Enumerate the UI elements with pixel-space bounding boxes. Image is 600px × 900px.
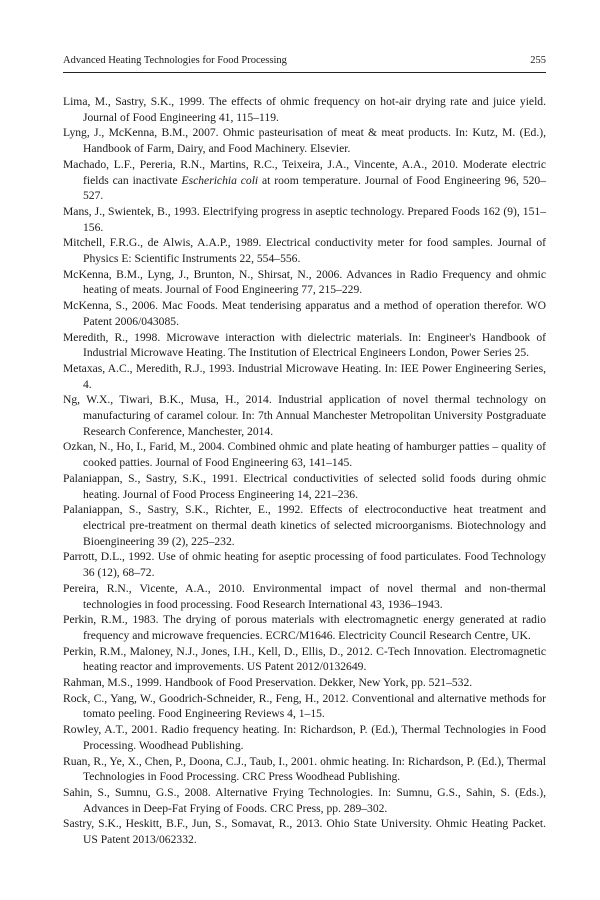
reference-entry (63, 754, 546, 785)
reference-entry (63, 722, 546, 753)
reference-text: Palaniappan, S., Sastry, S.K., 1991. Electrical conductivities of selected solid foods during ohmic heating. Journal of Food Process Engineering 14, 221–236. (63, 471, 546, 501)
reference-entry (63, 439, 546, 470)
reference-entry (63, 502, 546, 549)
reference-entry (63, 549, 546, 580)
reference-entry (63, 125, 546, 156)
reference-text: Ng, W.X., Tiwari, B.K., Musa, H., 2014. Industrial application of novel thermal technology on manufacturing of caramel colour. In: 7th Annual Manchester Metropolitan University Postgraduate Research Conference, Manchester, 2014. (63, 393, 546, 438)
reference-text: McKenna, B.M., Lyng, J., Brunton, N., Shirsat, N., 2006. Advances in Radio Frequency and ohmic heating of meats. Journal of Food Engineering 77, 215–229. (63, 267, 546, 297)
reference-entry (63, 691, 546, 722)
reference-text: Rahman, M.S., 1999. Handbook of Food Preservation. Dekker, New York, pp. 521–532. (63, 676, 473, 690)
header-rule (63, 72, 546, 73)
reference-text: Mans, J., Swientek, B., 1993. Electrifying progress in aseptic technology. Prepared Foods 162 (9), 151–156. (63, 204, 546, 234)
reference-entry (63, 94, 546, 125)
reference-entry (63, 471, 546, 502)
reference-entry (63, 267, 546, 298)
reference-entry (63, 157, 546, 204)
reference-text: Perkin, R.M., Maloney, N.J., Jones, I.H., Kell, D., Ellis, D., 2012. C-Tech Innovation. Electromagnetic heating reactor and improvements. US Patent 2012/0132649. (63, 644, 546, 674)
reference-text: Sastry, S.K., Heskitt, B.F., Jun, S., Somavat, R., 2013. Ohio State University. Ohmic Heating Packet. US Patent 2013/062332. (63, 817, 546, 847)
reference-entry (63, 816, 546, 847)
reference-text: Lima, M., Sastry, S.K., 1999. The effects of ohmic frequency on hot-air drying rate and juice yield. Journal of Food Engineering 41, 115–119. (63, 95, 546, 124)
reference-text: Perkin, R.M., 1983. The drying of porous materials with electromagnetic energy generated at radio frequency and microwave frequencies. ECRC/M1646. Electricity Council Research Centre, UK. (63, 613, 546, 642)
reference-text: Rock, C., Yang, W., Goodrich-Schneider, R., Feng, H., 2012. Conventional and alternative methods for tomato peeling. Food Engineering Reviews 4, 1–15. (63, 691, 546, 721)
reference-text: Ozkan, N., Ho, I., Farid, M., 2004. Combined ohmic and plate heating of hamburger patties – quality of cooked patties. Journal of Food Engineering 63, 141–145. (63, 440, 546, 470)
reference-entry (63, 330, 546, 361)
reference-entry (63, 612, 546, 643)
reference-text: Sahin, S., Sumnu, G.S., 2008. Alternative Frying Technologies. In: Sumnu, G.S., Sahin, S. (Eds.), Advances in Deep-Fat Frying of Foods. CRC Press, pp. 289–302. (63, 785, 546, 815)
reference-text: Machado, L.F., Pereria, R.N., Martins, R.C., Teixeira, J.A., Vincente, A.A., 2010. Moderate electric fields can inactivate (63, 157, 546, 187)
reference-entry (63, 235, 546, 266)
reference-text: Mitchell, F.R.G., de Alwis, A.A.P., 1989. Electrical conductivity meter for food samples. Journal of Physics E: Scientific Instruments 22, 554–556. (63, 236, 546, 266)
reference-text: Parrott, D.L., 1992. Use of ohmic heating for aseptic processing of food particulates. Food Technology 36 (12), 68–72. (63, 550, 546, 580)
reference-text: Pereira, R.N., Vicente, A.A., 2010. Environmental impact of novel thermal and non-thermal technologies in food processing. Food Research International 43, 1936–1943. (63, 581, 546, 611)
reference-text: McKenna, S., 2006. Mac Foods. Meat tenderising apparatus and a method of operation therefor. WO Patent 2006/043085. (63, 299, 546, 328)
reference-entry (63, 298, 546, 329)
running-header (63, 55, 546, 67)
running-title: Advanced Heating Technologies for Food Processing (63, 55, 287, 66)
reference-text: Lyng, J., McKenna, B.M., 2007. Ohmic pasteurisation of meat & meat products. In: Kutz, M. (Ed.), Handbook of Farm, Dairy, and Food Machinery. Elsevier. (63, 126, 546, 156)
reference-entry (63, 392, 546, 439)
reference-entry (63, 361, 546, 392)
reference-text: Metaxas, A.C., Meredith, R.J., 1993. Industrial Microwave Heating. In: IEE Power Engineering Series, 4. (63, 361, 546, 391)
reference-text: at room temperature. Journal of Food Engineering 96, 520–527. (83, 173, 547, 203)
reference-text: Ruan, R., Ye, X., Chen, P., Doona, C.J., Taub, I., 2001. ohmic heating. In: Richardson, P. (Ed.), Thermal Technologies in Food Processing. CRC Press Woodhead Publishing. (63, 754, 546, 784)
page-number: 255 (530, 55, 546, 66)
reference-entry (63, 644, 546, 675)
reference-text: Meredith, R., 1998. Microwave interaction with dielectric materials. In: Engineer's Handbook of Industrial Microwave Heating. The Institution of Electrical Engineers London, Power Series 25. (63, 330, 546, 360)
reference-entry (63, 204, 546, 235)
reference-italic-text: Escherichia coli (181, 173, 259, 187)
reference-list (63, 94, 546, 848)
reference-entry (63, 675, 546, 691)
reference-text: Palaniappan, S., Sastry, S.K., Richter, E., 1992. Effects of electroconductive heat treatment and electrical pre-treatment on thermal death kinetics of selected microorganisms. Biotechnology and Bioengineering 39 (2), 225–232. (63, 503, 546, 548)
reference-entry (63, 581, 546, 612)
reference-entry (63, 785, 546, 816)
reference-text: Rowley, A.T., 2001. Radio frequency heating. In: Richardson, P. (Ed.), Thermal Technologies in Food Processing. Woodhead Publishing. (63, 723, 546, 752)
